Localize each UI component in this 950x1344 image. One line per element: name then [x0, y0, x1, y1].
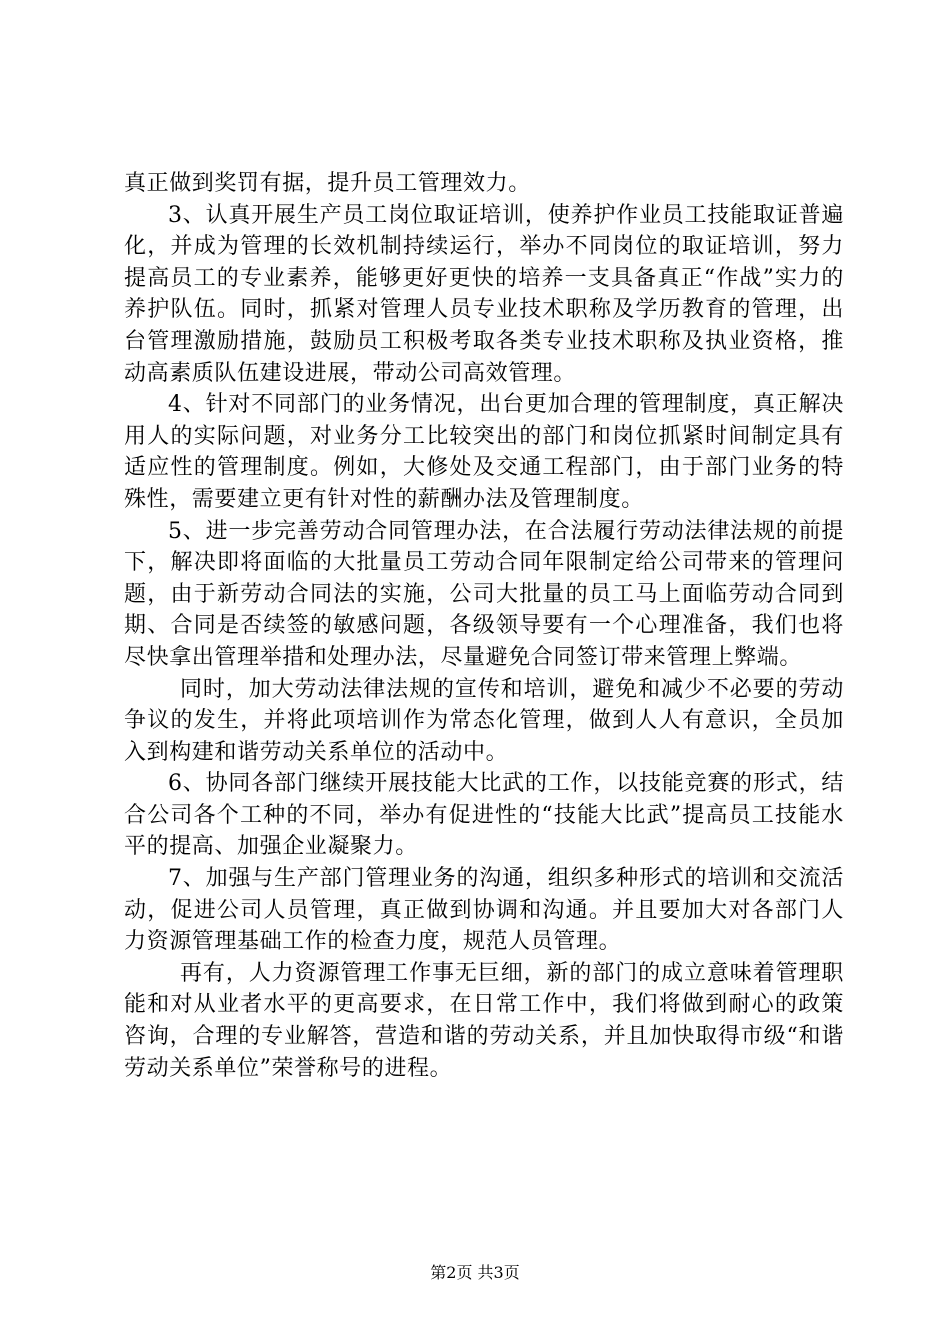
paragraph-item-5: 5、进一步完善劳动合同管理办法，在合法履行劳动法律法规的前提下，解决即将面临的大批量员工劳动合同年限制定给公司带来的管理问题，由于新劳动合同法的实施，公司大批量的员工马上面临劳动合同到期、合同是否续签的敏感问题，各级领导要有一个心理准备，我们也将尽快拿出管理举措和处理办法，尽量避免合同签订带来管理上弊端。 — [124, 518, 844, 670]
paragraph-meanwhile: 同时，加大劳动法律法规的宣传和培训，避免和减少不必要的劳动争议的发生，并将此项培训作为常态化管理，做到人人有意识，全员加入到构建和谐劳动关系单位的活动中。 — [124, 676, 844, 765]
paragraph-continuation: 真正做到奖罚有据，提升员工管理效力。 — [124, 171, 531, 196]
page-number-footer: 第2页 共3页 — [430, 1263, 520, 1282]
paragraph-furthermore: 再有，人力资源管理工作事无巨细，新的部门的成立意味着管理职能和对从业者水平的更高要求，在日常工作中，我们将做到耐心的政策咨询，合理的专业解答，营造和谐的劳动关系，并且加快取得市级“和谐劳动关系单位”荣誉称号的进程。 — [124, 960, 844, 1081]
paragraph-item-6: 6、协同各部门继续开展技能大比武的工作，以技能竞赛的形式，结合公司各个工种的不同，举办有促进性的“技能大比武”提高员工技能水平的提高、加强企业凝聚力。 — [124, 771, 844, 860]
paragraph-item-4: 4、针对不同部门的业务情况，出台更加合理的管理制度，真正解决用人的实际问题，对业务分工比较突出的部门和岗位抓紧时间制定具有适应性的管理制度。例如，大修处及交通工程部门，由于部门业务的特殊性，需要建立更有针对性的薪酬办法及管理制度。 — [124, 392, 844, 512]
document-body — [124, 168, 844, 1084]
paragraph-item-7: 7、加强与生产部门管理业务的沟通，组织多种形式的培训和交流活动，促进公司人员管理，真正做到协调和沟通。并且要加大对各部门人力资源管理基础工作的检查力度，规范人员管理。 — [124, 866, 844, 955]
paragraph-item-3: 3、认真开展生产员工岗位取证培训，使养护作业员工技能取证普遍化，并成为管理的长效机制持续运行，举办不同岗位的取证培训，努力提高员工的专业素养，能够更好更快的培养一支具备真正“作战”实力的养护队伍。同时，抓紧对管理人员专业技术职称及学历教育的管理，出台管理激励措施，鼓励员工积极考取各类专业技术职称及执业资格，推动高素质队伍建设进展，带动公司高效管理。 — [124, 202, 844, 386]
